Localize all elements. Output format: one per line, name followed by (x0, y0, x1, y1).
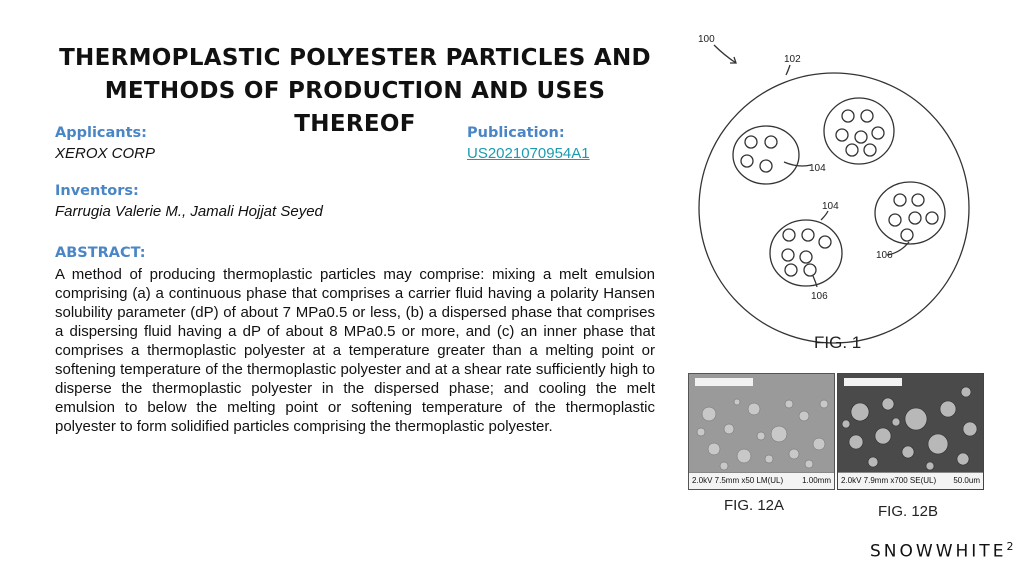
ref-label-106-right: 106 (876, 250, 893, 261)
figure-12b-sem-image (837, 373, 984, 490)
inventors-label: Inventors: (55, 183, 139, 199)
ref-label-100: 100 (698, 34, 715, 45)
inventors-value: Farrugia Valerie M., Jamali Hojjat Seyed (55, 203, 323, 220)
droplet-left (733, 126, 799, 184)
publication-link[interactable]: US2021070954A1 (467, 145, 590, 162)
sem-info-12a: 2.0kV 7.5mm x50 LM(UL) (692, 476, 784, 485)
figure-12a-caption: FIG. 12A (724, 497, 785, 514)
logo-superscript: 2 (1006, 540, 1014, 553)
snowwhite-logo (870, 540, 1013, 562)
figure-12b-caption: FIG. 12B (878, 503, 939, 520)
sem-scale-12b: 50.0um (953, 476, 980, 485)
ref-label-106-bottom: 106 (811, 291, 828, 302)
scale-bar-12a (695, 378, 753, 386)
sem-info-12b: 2.0kV 7.9mm x700 SE(UL) (841, 476, 937, 485)
abstract-label: ABSTRACT: (55, 245, 146, 261)
abstract-text: A method of producing thermoplastic particles may comprise: mixing a melt emulsion comprising (a) a continuous phase that comprises a carrier fluid having a polarity Hansen solubility parameter (dP) of about 7 MPa0.5 or less, (b) a dispersed phase that comprises a dispersing fluid having a dP of about 8 MPa0.5 or more, and (c) an inner phase that comprises a thermoplastic polyester at a temperature greater than a melting point or softening temperature of the thermoplastic polyester and at a shear rate sufficiently high to disperse the thermoplastic polyester in the dispersed phase; and cooling the melt emulsion to below the melting point or softening temperature of the thermoplastic polyester to form solidified particles comprising the thermoplastic polyester. (55, 266, 655, 435)
sem-info-bar-12b (838, 472, 983, 489)
sem-info-bar-12a (689, 472, 834, 489)
arrow-100 (714, 45, 736, 63)
ref-label-104-bottom: 104 (822, 201, 839, 212)
scale-bar-12b (844, 378, 902, 386)
sem-scale-12a: 1.00mm (802, 476, 831, 485)
logo-text: SNOWWHITE (870, 541, 1007, 562)
figure-1-caption: FIG. 1 (814, 333, 862, 352)
title-line-1: THERMOPLASTIC POLYESTER PARTICLES AND (59, 45, 651, 71)
leader-102 (786, 65, 790, 75)
figure-12a-sem-image (688, 373, 835, 490)
title-line-2: METHODS OF PRODUCTION AND USES THEREOF (104, 78, 606, 137)
applicants-label: Applicants: (55, 125, 147, 141)
figure-1-drawing (690, 25, 980, 355)
applicants-value: XEROX CORP (55, 145, 156, 162)
ref-label-104-left: 104 (809, 163, 826, 174)
publication-label: Publication: (467, 125, 565, 141)
ref-label-102: 102 (784, 54, 801, 65)
